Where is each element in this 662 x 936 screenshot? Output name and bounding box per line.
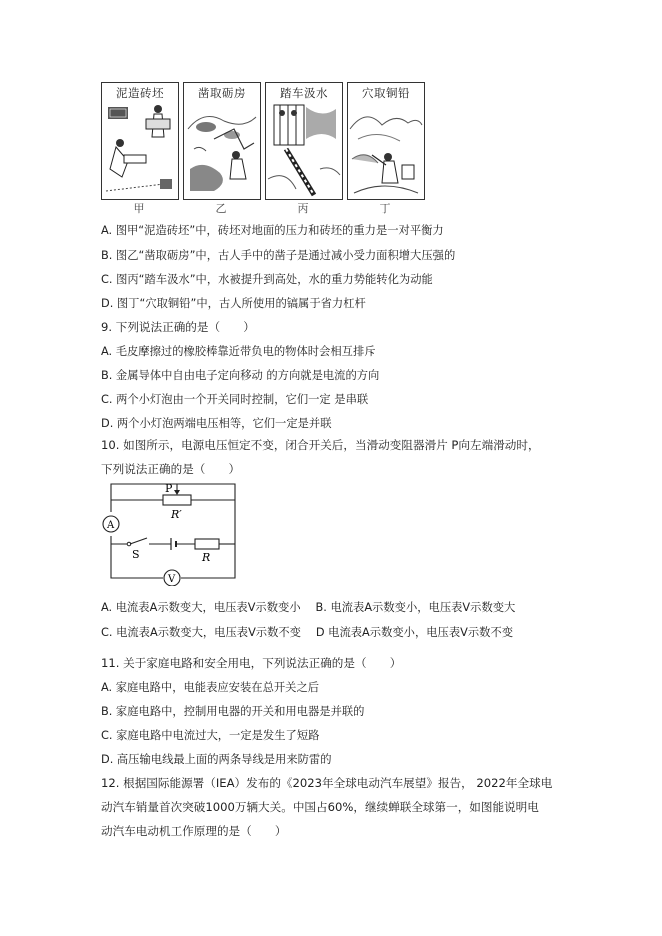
q12-line1: 12. 根据国际能源署（IEA）发布的《2023年全球电动汽车展望》报告， 2022年全球电 (101, 776, 553, 790)
q9-option-b: B. 金属导体中自由电子定向移动 的方向就是电流的方向 (101, 369, 380, 382)
chisel-oyster-illustration (184, 99, 260, 199)
label-p: P (165, 482, 173, 495)
panel-caption: 甲 (133, 202, 145, 215)
panel-title: 踏车汲水 (280, 86, 328, 100)
panel-caption: 丙 (297, 202, 309, 215)
q12-line3: 动汽车电动机工作原理的是（ ） (101, 824, 287, 838)
q10-stem-line1: 10. 如图所示，电源电压恒定不变，闭合开关后，当滑动变阻器滑片 P向左端滑动时， (101, 438, 540, 452)
q9-stem: 9. 下列说法正确的是（ ） (101, 320, 255, 334)
q11-option-a: A. 家庭电路中，电能表应安装在总开关之后 (101, 681, 320, 694)
q11-option-d: D. 高压输电线最上面的两条导线是用来防雷的 (101, 753, 332, 766)
label-s: S (132, 548, 140, 561)
switch-s (130, 538, 147, 544)
rheostat-rprime (163, 495, 191, 505)
label-a: A (107, 520, 115, 531)
q8-option-c: C. 图丙“踏车汲水”中，水被提升到高处，水的重力势能转化为动能 (101, 273, 433, 286)
q11-stem: 11. 关于家庭电路和安全用电，下列说法正确的是（ ） (101, 656, 402, 670)
circuit-diagram (101, 478, 241, 586)
q8-option-a: A. 图甲“泥造砖坯”中，砖坯对地面的压力和砖坯的重力是一对平衡力 (101, 224, 444, 237)
panel-title: 穴取铜铅 (362, 86, 410, 100)
q10-options-ab: A. 电流表A示数变大，电压表V示数变小 B. 电流表A示数变小，电压表V示数变大 (101, 601, 516, 614)
figure-panel-ding (347, 82, 425, 200)
label-r: R (202, 551, 211, 564)
label-v: V (168, 574, 176, 585)
figure-panel-bing (265, 82, 343, 200)
q8-option-d: D. 图丁“穴取铜铅”中，古人所使用的镐属于省力杠杆 (101, 297, 366, 310)
q9-option-d: D. 两个小灯泡两端电压相等，它们一定是并联 (101, 417, 332, 430)
q8-option-b: B. 图乙“凿取砺房”中，古人手中的凿子是通过减小受力面积增大压强的 (101, 249, 456, 262)
q11-option-c: C. 家庭电路中电流过大，一定是发生了短路 (101, 729, 320, 742)
q9-option-c: C. 两个小灯泡由一个开关同时控制，它们一定 是串联 (101, 393, 369, 406)
figure-panel-jia (101, 82, 179, 200)
q10-stem-line2: 下列说法正确的是（ ） (101, 462, 241, 476)
q12-line2: 动汽车销量首次突破1000万辆大关。中国占60%，继续蝉联全球第一，如图能说明电 (101, 800, 539, 814)
water-wheel-illustration (266, 99, 342, 199)
label-rprime: R′ (171, 508, 182, 521)
panel-title: 凿取砺房 (198, 86, 246, 100)
q10-options-cd: C. 电流表A示数变大，电压表V示数不变 D 电流表A示数变小，电压表V示数不变 (101, 626, 514, 639)
brick-making-illustration (102, 99, 178, 199)
panel-title: 泥造砖坯 (116, 86, 164, 100)
figure-panel-yi (183, 82, 261, 200)
panel-caption: 丁 (379, 202, 391, 215)
q9-option-a: A. 毛皮摩擦过的橡胶棒靠近带负电的物体时会相互排斥 (101, 345, 376, 358)
mining-illustration (348, 99, 424, 199)
q11-option-b: B. 家庭电路中，控制用电器的开关和用电器是并联的 (101, 705, 365, 718)
panel-caption: 乙 (215, 202, 227, 215)
resistor-r (195, 539, 219, 549)
